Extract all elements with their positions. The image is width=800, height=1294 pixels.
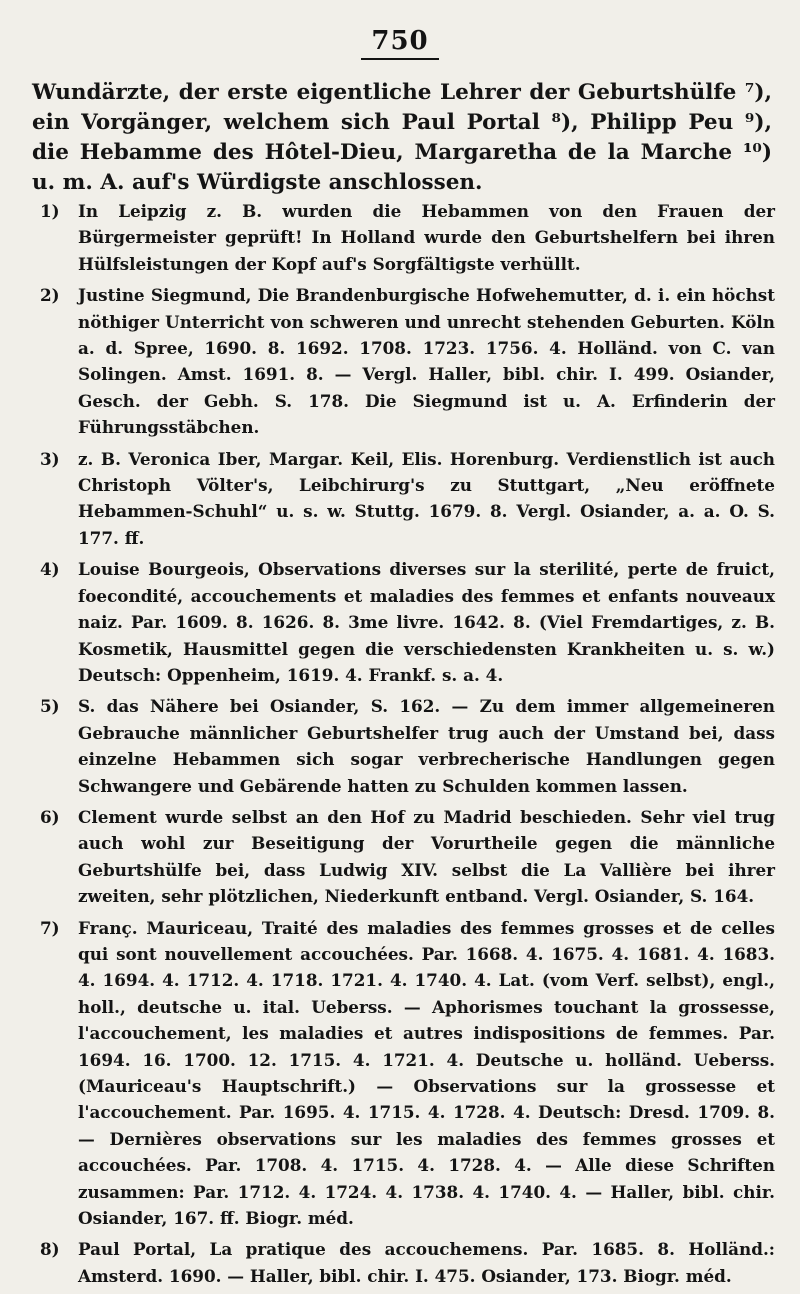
footnotes xyxy=(40,198,775,1294)
footnote-text: z. B. Veronica Iber, Margar. Keil, Elis. Horenburg. Verdienstlich ist auch Christoph Völter's, Leibchirurg's zu Stuttgart, „Neu eröffnete Hebammen-Schuhl“ u. s. w. Stuttg. 1679. 8. Vergl. Osiander, a. a. O. S. 177. ff. xyxy=(78,448,775,548)
footnote-text: Louise Bourgeois, Observations diverses sur la sterilité, perte de fruict, foecondité, accouchements et maladies des femmes et enfants nouveaux naiz. Par. 1609. 8. 1626. 8. 3me livre. 1642. 8. (Viel Fremdartiges, z. B. Kosmetik, Hausmittel gegen die verschiedensten Krankheiten u. s. w.) Deutsch: Oppenheim, 1619. 4. Frankf. s. a. 4. xyxy=(78,559,775,685)
footnote-text: In Leipzig z. B. wurden die Hebammen von den Frauen der Bürgermeister geprüft! In Holland wurde den Geburtshelfern bei ihren Hülfsleistungen der Kopf auf's Sorgfältigste verhüllt. xyxy=(78,201,775,274)
footnote-number: 8) xyxy=(40,1239,60,1260)
footnote-number: 1) xyxy=(40,201,60,221)
footnote-text: Paul Portal, La pratique des accouchemens. Par. 1685. 8. Holländ.: Amsterd. 1690. — Haller, bibl. chir. I. 475. Osiander, 173. Biogr. méd. xyxy=(78,1239,775,1286)
footnote-text: Justine Siegmund, Die Brandenburgische Hofwehemutter, d. i. ein höchst nöthiger Unterricht von schweren und unrecht stehenden Geburten. Köln a. d. Spree, 1690. 8. 1692. 1708. 1723. 1756. 4. Holländ. von C. van Solingen. Amst. 1691. 8. — Vergl. Haller, bibl. chir. I. 499. Osiander, Gesch. der Gebh. S. 178. Die Siegmund ist u. A. Erfinderin der Führungsstäbchen. xyxy=(78,285,775,438)
footnote-number: 2) xyxy=(40,285,60,306)
footnote-text: S. das Nähere bei Osiander, S. 162. — Zu dem immer allgemeineren Gebrauche männlicher Geburtshelfer trug auch der Umstand bei, dass einzelne Hebammen sich sogar verbrecherische Handlungen gegen Schwangere und Gebärende hatten zu Schulden kommen lassen. xyxy=(78,696,775,796)
footnote-number: 6) xyxy=(40,806,60,827)
footnote-7 xyxy=(40,915,775,1232)
footnote-text: Franç. Mauriceau, Traité des maladies des femmes grosses et de celles qui sont nouvellement accouchées. Par. 1668. 4. 1675. 4. 1681. 4. 1683. 4. 1694. 4. 1712. 4. 1718. 1721. 4. 1740. 4. Lat. (vom Verf. selbst), engl., holl., deutsche u. ital. Ueberss. — Aphorismes touchant la grossesse, l'accouchement, les maladies et autres indispositions de femmes. Par. 1694. 16. 1700. 12. 1715. 4. 1721. 4. Deutsche u. holländ. Ueberss. (Mauriceau's Hauptschrift.) — Observations sur la grossesse et l'accouchement. Par. 1695. 4. 1715. 4. 1728. 4. Deutsch: Dresd. 1709. 8. — Dernières observations sur les maladies des femmes grosses et accouchées. Par. 1708. 4. 1715. 4. 1728. 4. — Alle diese Schriften zusammen: Par. 1712. 4. 1724. 4. 1738. 4. 1740. 4. — Haller, bibl. chir. Osiander, 167. ff. Biogr. méd. xyxy=(78,917,775,1229)
footnote-number: 3) xyxy=(40,448,60,469)
footnote-text: Clement wurde selbst an den Hof zu Madrid beschieden. Sehr viel trug auch wohl zur Beseitigung der Vorurtheile gegen die männliche Geburtshülfe bei, dass Ludwig XIV. selbst die La Vallière bei ihrer zweiten, sehr plötzlichen, Niederkunft entband. Vergl. Osiander, S. 164. xyxy=(78,806,775,907)
footnote-2 xyxy=(40,282,775,440)
footnote-number: 4) xyxy=(40,559,60,580)
footnote-4 xyxy=(40,556,775,688)
footnote-1 xyxy=(40,198,775,277)
footnote-8 xyxy=(40,1236,775,1289)
page-number: 750 xyxy=(0,26,800,60)
footnote-number: 5) xyxy=(40,696,60,717)
footnote-number: 7) xyxy=(40,917,60,938)
body-paragraph: Wundärzte, der erste eigentliche Lehrer der Geburtshülfe ⁷), ein Vorgänger, welchem sich Paul Portal ⁸), Philipp Peu ⁹), die Hebamme des Hôtel-Dieu, Margaretha de la Marche ¹⁰) u. m. A. auf's Würdigste anschlossen. xyxy=(32,80,772,195)
footnote-3 xyxy=(40,446,775,552)
footnote-6 xyxy=(40,804,775,910)
footnote-5 xyxy=(40,693,775,799)
